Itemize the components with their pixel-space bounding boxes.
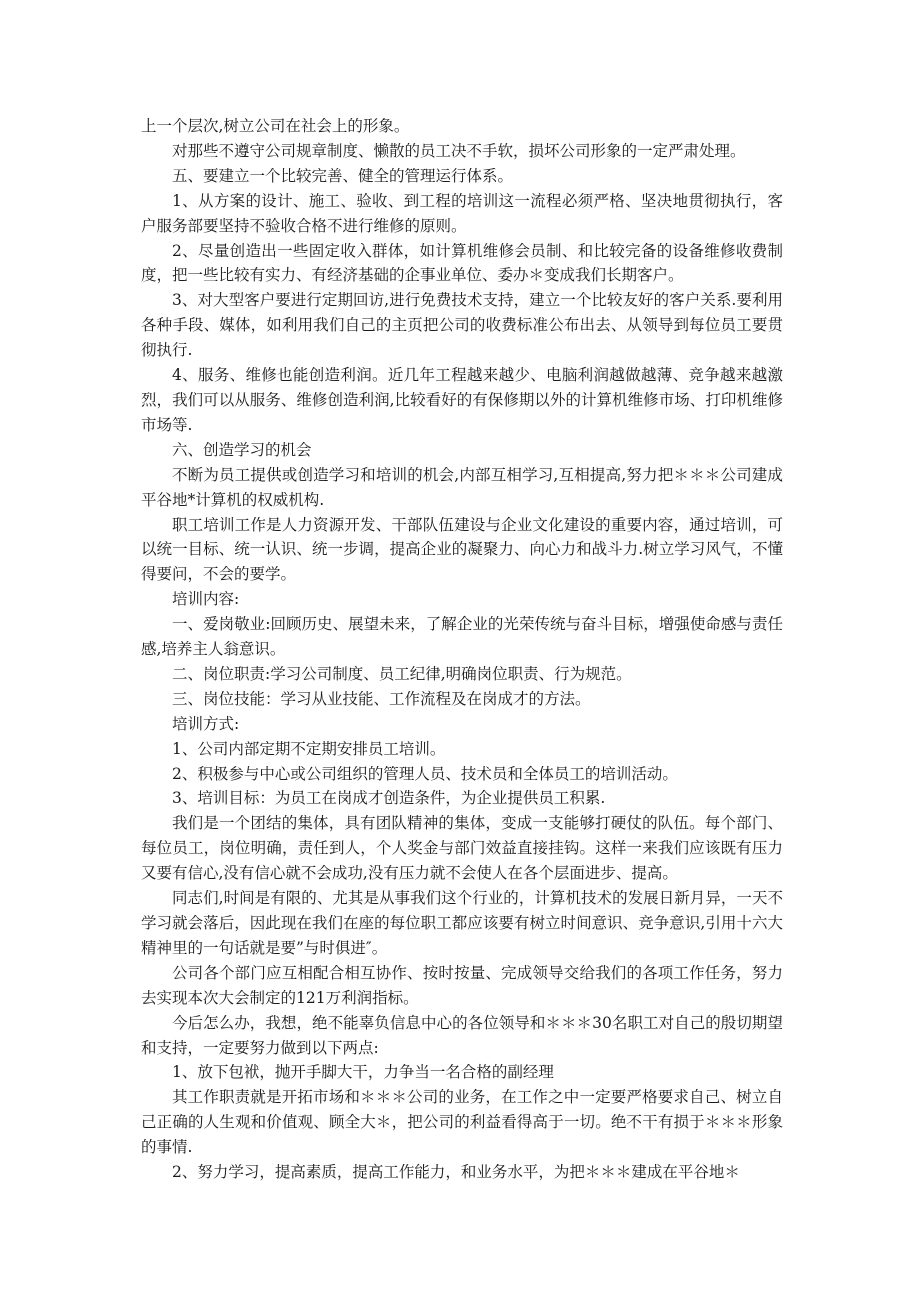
- list-item: 3、对大型客户要进行定期回访,进行免费技术支持，建立一个比较友好的客户关系.要利用各种手段、媒体，如利用我们自己的主页把公司的收费标准公布出去、从领导到每位员工要贯彻执行.: [141, 291, 783, 360]
- list-item: 4、服务、维修也能创造利润。近几年工程越来越少、电脑利润越做越薄、竞争越来越激烈，我们可以从服务、维修创造利润,比较看好的有保修期以外的计算机维修市场、打印机维修市场等.: [141, 366, 783, 434]
- paragraph: 同志们,时间是有限的、尤其是从事我们这个行业的，计算机技术的发展日新月异，一天不学习就会落后，因此现在我们在座的每位职工都应该要有树立时间意识、竞争意识,引用十六大精神里的一句话就是要”与时俱进″。: [141, 889, 783, 957]
- list-item: 2、积极参与中心或公司组织的管理人员、技术员和全体员工的培训活动。: [172, 764, 678, 783]
- section-heading: 五、要建立一个比较完善、健全的管理运行体系。: [172, 166, 514, 185]
- subheading: 培训内容:: [172, 590, 240, 609]
- list-item: 1、从方案的设计、施工、验收、到工程的培训这一流程必须严格、坚决地贯彻执行，客户服务部要坚持不验收合格不进行维修的原则。: [141, 191, 783, 235]
- list-item: 2、尽量创造出一些固定收入群体，如计算机维修会员制、和比较完备的设备维修收费制度，把一些比较有实力、有经济基础的企事业单位、委办＊变成我们长期客户。: [141, 241, 783, 285]
- section-heading: 六、创造学习的机会: [172, 440, 312, 459]
- document-body: [141, 114, 783, 1185]
- list-item: 三、岗位技能：学习从业技能、工作流程及在岗成才的方法。: [172, 689, 591, 708]
- paragraph: 今后怎么办，我想，绝不能辜负信息中心的各位领导和＊＊＊30名职工对自己的殷切期望和支持，一定要努力做到以下两点:: [141, 1013, 783, 1057]
- paragraph: 对那些不遵守公司规章制度、懒散的员工决不手软，损坏公司形象的一定严肃处理。: [172, 141, 746, 160]
- paragraph: 公司各个部门应互相配合相互协作、按时按量、完成领导交给我们的各项工作任务，努力去实现本次大会制定的121万利润指标。: [141, 963, 783, 1007]
- list-item: 3、培训目标：为员工在岗成才创造条件，为企业提供员工积累.: [172, 789, 606, 808]
- paragraph: 职工培训工作是人力资源开发、干部队伍建设与企业文化建设的重要内容，通过培训，可以统一目标、统一认识、统一步调，提高企业的凝聚力、向心力和战斗力.树立学习风气，不懂得要问，不会的要学。: [141, 515, 783, 584]
- list-item: 二、岗位职责:学习公司制度、员工纪律,明确岗位职责、行为规范。: [172, 664, 632, 683]
- paragraph: 不断为员工提供或创造学习和培训的机会,内部互相学习,互相提高,努力把＊＊＊公司建成平谷地*计算机的权威机构.: [141, 465, 783, 509]
- list-item: 1、公司内部定期不定期安排员工培训。: [172, 739, 446, 758]
- paragraph: 我们是一个团结的集体，具有团队精神的集体，变成一支能够打硬仗的队伍。每个部门、每位员工，岗位明确，责任到人，个人奖金与部门效益直接挂钩。这样一来我们应该既有压力又要有信心,没有信心就不会成功,没有压力就不会使人在各个层面进步、提高。: [141, 814, 783, 883]
- paragraph: 其工作职责就是开拓市场和＊＊＊公司的业务，在工作之中一定要严格要求自己、树立自己正确的人生观和价值观、顾全大＊，把公司的利益看得高于一切。绝不干有损于＊＊＊形象的事情.: [141, 1088, 783, 1157]
- paragraph: 上一个层次,树立公司在社会上的形象。: [141, 117, 410, 135]
- list-item: 2、努力学习，提高素质，提高工作能力，和业务水平，为把＊＊＊建成在平谷地＊: [172, 1163, 740, 1182]
- subheading: 培训方式:: [172, 714, 240, 733]
- list-item: 1、放下包袱，抛开手脚大干，力争当一名合格的副经理: [172, 1063, 554, 1082]
- list-item: 一、爱岗敬业:回顾历史、展望未来，了解企业的光荣传统与奋斗目标，增强使命感与责任感,培养主人翁意识。: [141, 615, 783, 659]
